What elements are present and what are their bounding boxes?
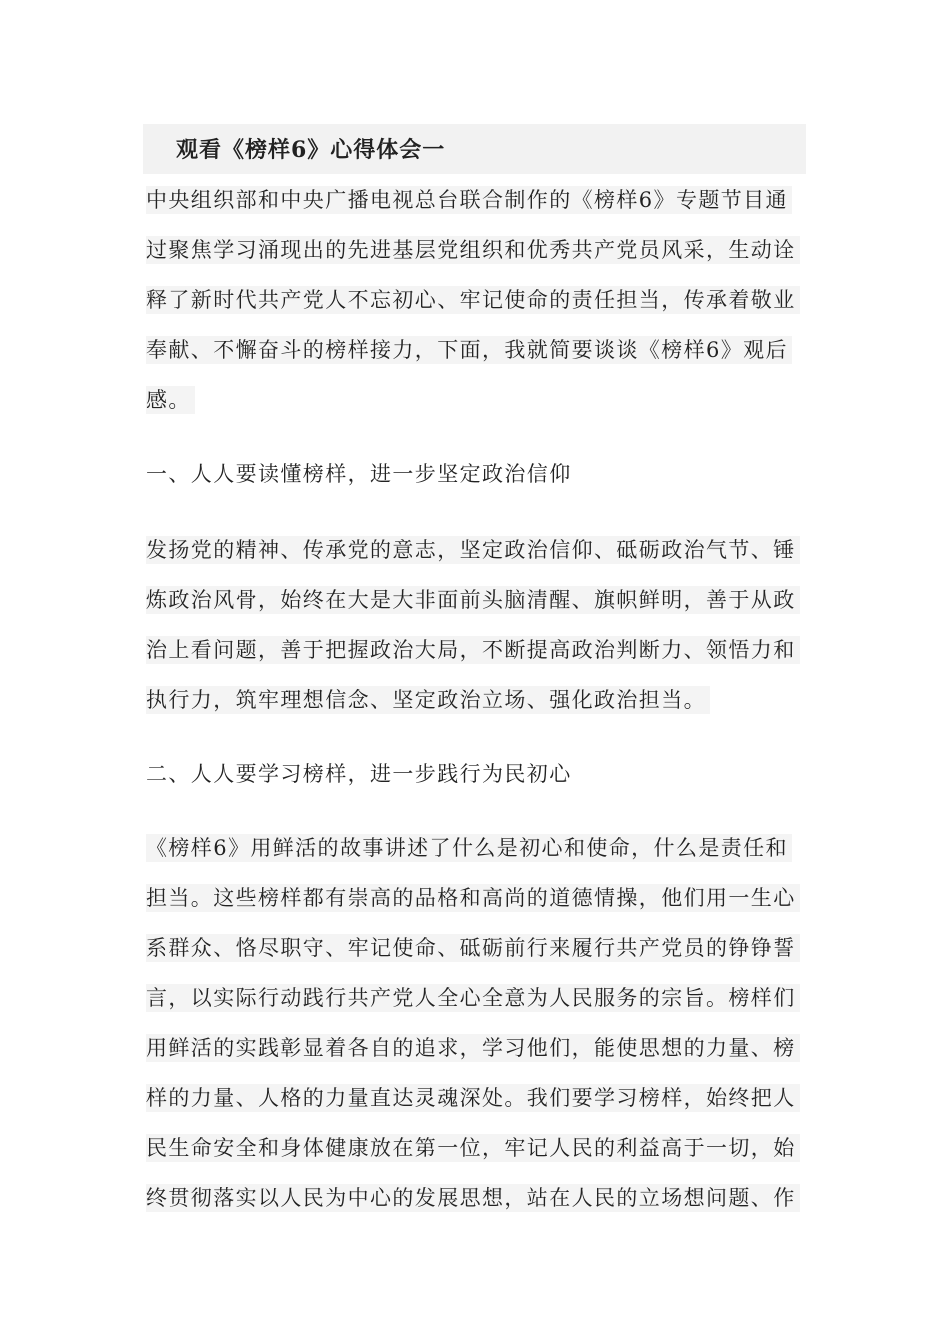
section-1-line-4: 执行力，筑牢理想信念、坚定政治立场、强化政治担当。 (146, 686, 710, 714)
section-2-line-6: 样的力量、人格的力量直达灵魂深处。我们要学习榜样，始终把人 (146, 1084, 800, 1112)
section-2-line-3: 系群众、恪尽职守、牢记使命、砥砺前行来履行共产党员的铮铮誓 (146, 934, 800, 962)
section-2-line-7: 民生命安全和身体健康放在第一位，牢记人民的利益高于一切，始 (146, 1134, 800, 1162)
intro-line-3: 释了新时代共产党人不忘初心、牢记使命的责任担当，传承着敬业 (146, 286, 800, 314)
intro-line-1: 中央组织部和中央广播电视总台联合制作的《榜样6》专题节目通 (146, 186, 792, 214)
section-2-line-2: 担当。这些榜样都有崇高的品格和高尚的道德情操，他们用一生心 (146, 884, 800, 912)
section-2-line-5: 用鲜活的实践彰显着各自的追求，学习他们，能使思想的力量、榜 (146, 1034, 800, 1062)
document-title: 观看《榜样6》心得体会一 (176, 137, 446, 163)
section-2-line-8: 终贯彻落实以人民为中心的发展思想，站在人民的立场想问题、作 (146, 1184, 800, 1212)
intro-line-5: 感。 (146, 386, 195, 414)
section-2-line-1: 《榜样6》用鲜活的故事讲述了什么是初心和使命，什么是责任和 (146, 834, 792, 862)
section-2-line-4: 言，以实际行动践行共产党人全心全意为人民服务的宗旨。榜样们 (146, 984, 800, 1012)
section-2-heading: 二、人人要学习榜样，进一步践行为民初心 (146, 762, 572, 786)
intro-line-2: 过聚焦学习涌现出的先进基层党组织和优秀共产党员风采，生动诠 (146, 236, 800, 264)
section-1-line-1: 发扬党的精神、传承党的意志，坚定政治信仰、砥砺政治气节、锤 (146, 536, 800, 564)
section-1-heading: 一、人人要读懂榜样，进一步坚定政治信仰 (146, 462, 572, 486)
intro-line-4: 奉献、不懈奋斗的榜样接力，下面，我就简要谈谈《榜样6》观后 (146, 336, 792, 364)
section-1-line-3: 治上看问题，善于把握政治大局，不断提高政治判断力、领悟力和 (146, 636, 800, 664)
section-1-line-2: 炼政治风骨，始终在大是大非面前头脑清醒、旗帜鲜明，善于从政 (146, 586, 800, 614)
